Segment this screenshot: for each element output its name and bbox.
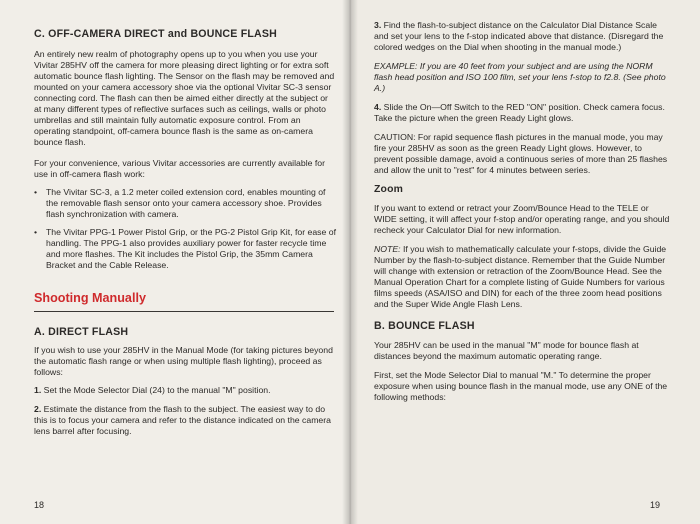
example-text: If you are 40 feet from your subject and are using the NORM flash head position and ISO 100 film, set your lens f-stop to f2.8. (See photo A.) [374, 61, 666, 93]
zoom-paragraph: If you want to extend or retract your Zoom/Bounce Head to the TELE or WIDE setting, it will affect your f-stop and/or operating range, and you should recheck your Calculator Dial for new information. [374, 203, 670, 235]
caution-paragraph: CAUTION: For rapid sequence flash pictures in the manual mode, you may fire your 285HV as soon as the green Ready Light glows. However, to prevent possible damage, avoid a continuous series of more than 25 flashes and allow the unit to "rest" for 4 minutes between series. [374, 132, 668, 175]
section-divider [34, 311, 334, 312]
step-number: 1. [34, 385, 42, 395]
heading-direct-flash: A. DIRECT FLASH [34, 326, 129, 338]
right-page [350, 0, 700, 524]
list-item: • The Vivitar PPG-1 Power Pistol Grip, or the PG-2 Pistol Grip Kit, for ease of handling. The PPG-1 also provides auxiliary power for faster recycle time and more flashes. The Kit includes the Pistol Grip, the 35mm Camera Bracket and the Cable Release. [34, 227, 336, 271]
step-number: 4. [374, 102, 382, 112]
book-gutter [342, 0, 358, 524]
accessory-list [34, 187, 336, 271]
heading-zoom: Zoom [374, 184, 404, 195]
step-number: 3. [374, 20, 382, 30]
list-item: • The Vivitar SC-3, a 1.2 meter coiled extension cord, enables mounting of the removable flash sensor onto your camera accessory shoe. Provides flash synchronization with camera. [34, 187, 336, 220]
bounce-paragraph-2: First, set the Mode Selector Dial to manual "M." To determine the proper exposure when using bounce flash in the manual mode, use any ONE of the following methods: [374, 370, 668, 402]
direct-flash-intro: If you wish to use your 285HV in the Manual Mode (for taking pictures beyond the automatic flash range or when using multiple flash lighting), proceed as follows: [34, 345, 333, 377]
intro-paragraph: An entirely new realm of photography opens up to you when you use your Vivitar 285HV off the camera for more pleasing direct lighting or for extra soft automatic bounce flash lighting. The Sensor on the flash may be removed and mounted on your camera accessory shoe via the optional Vivitar SC-3 sensor connecting cord. The flash can then be aimed either directly at the subject or at many different types of reflective surfaces such as ceilings, walls or photo umbrellas and still maintain fully automatic exposure control. From an operating standpoint, off-camera bounce flash is the same as on-camera bounce flash. [34, 49, 335, 147]
example-label: EXAMPLE: [374, 61, 418, 71]
step-4 [374, 102, 672, 124]
heading-off-camera-flash: C. OFF-CAMERA DIRECT and BOUNCE FLASH [34, 28, 278, 40]
page-number-right: 19 [649, 500, 660, 510]
step-number: 2. [34, 404, 42, 414]
page-number-left: 18 [34, 500, 45, 510]
step-text: Find the flash-to-subject distance on the Calculator Dial Distance Scale and set your lens to the f-stop indicated above that distance. (Disregard the colored wedges on the Dial when shooting in the manual mode.) [374, 20, 664, 52]
step-text: Slide the On—Off Switch to the RED "ON" position. Check camera focus. Take the picture when the green Ready Light glows. [374, 102, 665, 123]
heading-bounce-flash: B. BOUNCE FLASH [374, 320, 475, 332]
accessories-paragraph: For your convenience, various Vivitar accessories are currently available for use in off-camera flash work: [34, 158, 326, 179]
note-label: NOTE: [374, 244, 401, 254]
step-text: Set the Mode Selector Dial (24) to the manual "M" position. [43, 385, 271, 395]
note-text: If you wish to mathematically calculate your f-stops, divide the Guide Number by the flash-to-subject distance. Remember that the Guide Number will change with extension or retraction of the Zoom/Bounce Head. See the Manual Operation Chart for a complete listing of Guide Numbers for various films speeds (ASA/ISO and DIN) for each of the three zoom head positions and the Super Wide Angle Flash Lens. [374, 244, 667, 309]
section-title: Shooting Manually [34, 291, 146, 305]
step-1 [34, 385, 336, 396]
step-text: Estimate the distance from the flash to the subject. The easiest way to do this is to focus your camera and refer to the distance indicated on the camera lens barrel after focusing. [34, 404, 331, 436]
step-2 [34, 404, 336, 437]
note-paragraph [374, 244, 672, 310]
bounce-paragraph-1: Your 285HV can be used in the manual "M" mode for bounce flash at distances beyond the maximum automatic operating range. [374, 340, 639, 361]
step-3 [374, 20, 672, 53]
example-paragraph [374, 61, 672, 94]
